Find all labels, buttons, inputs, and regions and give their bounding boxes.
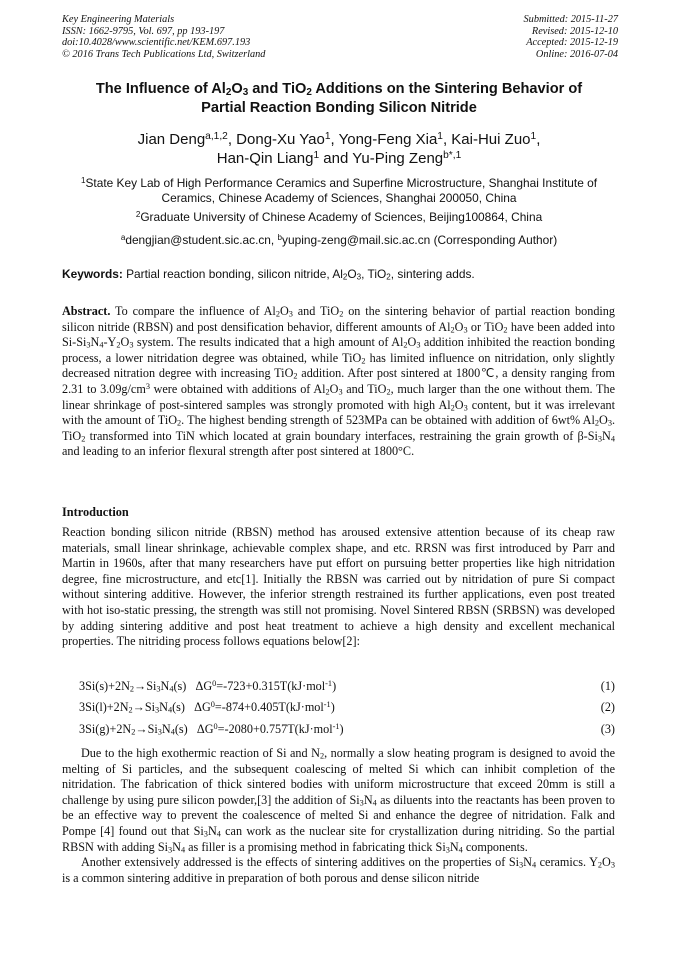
title-line-1: The Influence of $Al_2O_3$ and TiO$_2$ Additions on the Sintering Behavior of: [95, 81, 583, 98]
equation-number: (2): [600, 700, 615, 714]
date-online: Online: 2016-07-04: [535, 48, 618, 60]
paper-title: [50, 80, 628, 118]
date-accepted: Accepted: 2015-12-19: [526, 37, 618, 49]
title-line-2: Partial Reaction Bonding Silicon Nitride: [201, 100, 477, 116]
equation-1: $3Si(s)+2N_2\to Si_3N_4(s)$ $\Delta G^0=-723+0.315T(kJ\cdot mol^{-1})$ (1): [79, 678, 615, 694]
abstract-label: Abstract.: [62, 304, 111, 318]
equation-3: $3Si(g)+2N_2\to Si_3N_4(s)$ $\Delta G^0=-2080+0.757T(kJ\cdot mol^{-1})$ (3): [79, 721, 615, 737]
journal-issn: ISSN: 1662-9795, Vol. 697, pp 193-197: [62, 25, 225, 37]
affiliation-1: $^1$State Key Lab of High Performance Ceramics and Superfine Microstructure, Shanghai Institute of Ceramics, Chinese Academy of Sciences, Shanghai 200050, China: [80, 175, 598, 205]
equation-2: $3Si(l)+2N_2\to Si_3N_4(s)$ $\Delta G^0=-874+0.405T(kJ\cdot mol^{-1})$ (2): [79, 699, 615, 715]
dates-header: [524, 14, 618, 60]
section-heading-introduction: Introduction: [62, 505, 129, 519]
journal-copyright: © 2016 Trans Tech Publications Ltd, Switzerland: [62, 48, 266, 60]
keywords-label: Keywords:: [62, 267, 123, 281]
affiliation-2: $^2$Graduate University of Chinese Academy of Sciences, Beijing100864, China: [135, 209, 543, 224]
keywords: Keywords: Partial reaction bonding, silicon nitride, $Al_2O_3$, TiO$_2$, sintering adds.: [62, 267, 475, 282]
intro-paragraph-2: Due to the high exothermic reaction of Si and $N_2$, normally a slow heating program is designed to avoid the melting of Si particles, and the subsequent coalescing of melted Si which can inhibit completion of the nitridation. The fabrication of thick sintered bodies with uniform microstructure that exceed 20mm is still a challenge by using pure silicon powder,[3] the addition of $Si_3N_4$ as diluents into the reactants has been proven to be an effective way to prevent the coalescence of melted Si and enhance the degree of nitridation. Falk and Pompe [4] found out that $Si_3N_4$ can work as the nuclear site for crystallization during nitriding. So the partial RBSN with adding $Si_3N_4$ as filler is a promising method in fabricating thick $Si_3N_4$ components. Another extensively addressed is the effects of sintering additives on the properties of $Si_3N_4$ ceramics. $Y_2O_3$ is a common sintering additive in preparation of both porous and dense silicon nitride: [62, 746, 615, 885]
authors-line-1: Jian Deng$^{a,1,2}$, Dong-Xu Yao$^1$, Yong-Feng Xia$^1$, Kai-Hui Zuo$^1$,: [137, 130, 541, 148]
author-list: [50, 130, 628, 168]
author-emails: $^a$dengjian@student.sic.ac.cn, $^b$yuping-zeng@mail.sic.ac.cn (Corresponding Author): [120, 232, 558, 247]
date-submitted: Submitted: 2015-11-27: [523, 14, 618, 25]
journal-header: [62, 14, 265, 60]
abstract: Abstract. To compare the influence of $Al_2O_3$ and TiO$_2$ on the sintering behavior of partial reaction bonding silicon nitride (RBSN) and post densification behavior, different amounts of $Al_2O_3$ or TiO$_2$ have been added into $Si-Si_3N_4-Y_2O_3$ system. The results indicated that a high amount of $Al_2O_3$ addition inhibited the reaction bonding process, a lower nitridation degree was obtained, while TiO$_2$ has limited influence on nitridation, only slightly decreased nitration degree with increasing TiO$_2$ addition. After post sintered at 1800℃, a density ranging from 2.31 to $3.09g/cm^3$ were obtained with additions of $Al_2O_3$ and TiO$_2$, much larger than the one without them. The linear shrinkage of post-sintered samples was strongly promoted with high $Al_2O_3$ content, but it was irrelevant with the amount of TiO$_2$. The highest bending strength of 523MPa can be obtained with addition of 6wt% $Al_2O_3$. TiO$_2$ transformed into TiN which located at grain boundary interfaces, restraining the grain growth of $\beta-Si_3N_4$ and leading to an inferior flexural strength after post sintered at 1800°C.: [62, 304, 616, 459]
email-a[interactable]: dengjian@student.sic.ac.cn,: [125, 233, 278, 247]
journal-name: Key Engineering Materials: [62, 14, 175, 25]
authors-line-2: Han-Qin Liang$^1$ and Yu-Ping Zeng$^{b*,1}$: [216, 149, 462, 167]
date-revised: Revised: 2015-12-10: [531, 25, 618, 37]
equation-number: (1): [600, 679, 615, 693]
equation-number: (3): [600, 722, 615, 736]
journal-doi[interactable]: doi:10.4028/www.scientific.net/KEM.697.193: [62, 37, 251, 49]
email-b[interactable]: yuping-zeng@mail.sic.ac.cn (Corresponding Author): [282, 233, 558, 247]
intro-paragraph-1: Reaction bonding silicon nitride (RBSN) method has aroused extensive attention because of its cheap raw materials, small linear shrinkage, achievable complex shape, and etc. RRSN was first introduced by Parr and Martin in 1960s, after that many researchers have put effort on pursuing better properties like high nitridation degree, fine microstructure, and etc[1]. Initially the RBSN was carried out by nitridation of pure Si compact without sintering additive. However, the inferior strength restrained its further applications, even post treated with hot iso-static pressing, the strength was still not promising. Novel Sintered RBSN (SRBSN) was developed by adding sintering additive and post heat treatment to achieve a high density and excellent mechanical properties. The nitriding process follows equations below[2]:: [62, 525, 615, 649]
